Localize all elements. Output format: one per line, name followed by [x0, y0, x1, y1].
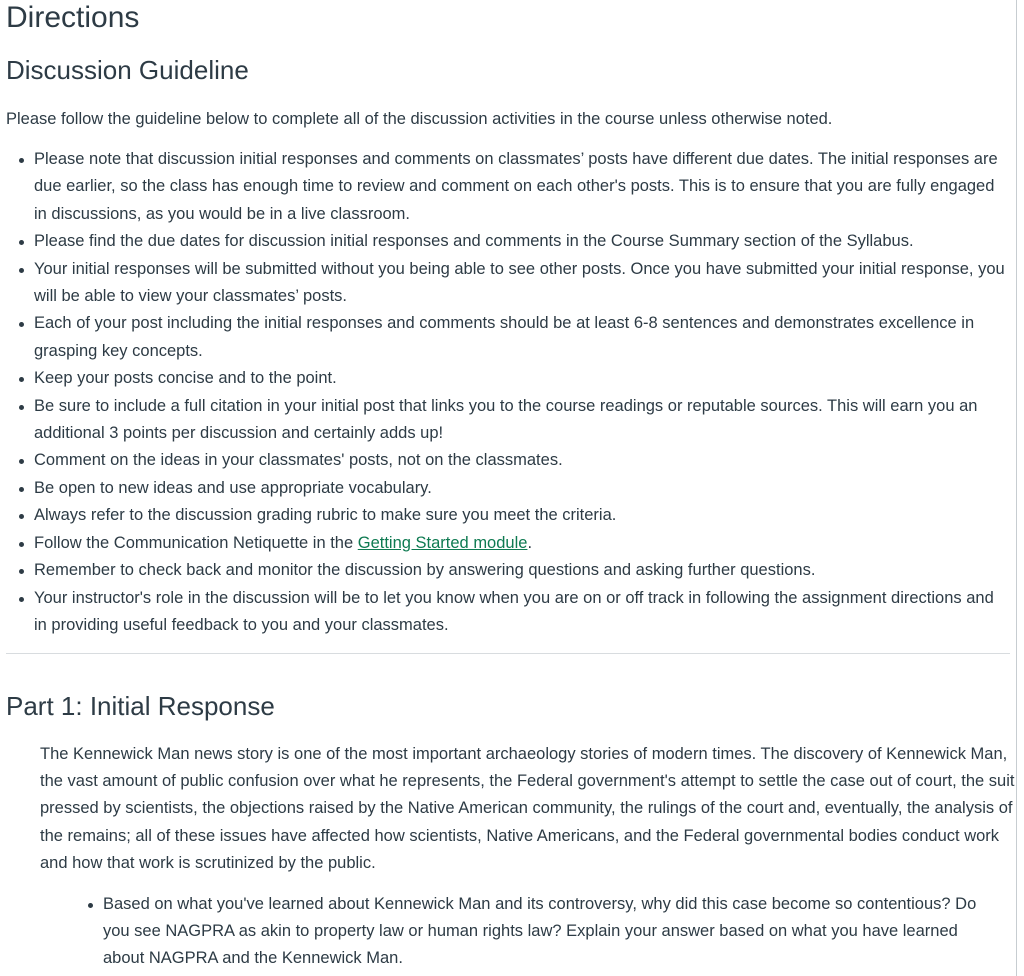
- list-item: Comment on the ideas in your classmates' posts, not on the classmates.: [34, 447, 1006, 474]
- guideline-intro: Please follow the guideline below to complete all of the discussion activities in the course unless otherwise noted.: [6, 110, 833, 128]
- part1-question-list: [40, 891, 980, 973]
- list-item: Your initial responses will be submitted without you being able to see other posts. Once you have submitted your initial response, you will be able to view your classmates’ posts.: [34, 256, 1006, 311]
- list-item: Please find the due dates for discussion initial responses and comments in the Course Summary section of the Syllabus.: [34, 228, 1006, 255]
- part1-paragraph: The Kennewick Man news story is one of the most important archaeology stories of modern times. The discovery of Kennewick Man, the vast amount of public confusion over what he represents, the Federal government's attempt to settle the case out of court, the suit pressed by scientists, the objections raised by the Native American community, the rulings of the court and, eventually, the analysis of the remains; all of these issues have affected how scientists, Native Americans, and the Federal governmental bodies conduct work and how that work is scrutinized by the public.: [40, 745, 1015, 872]
- netiquette-suffix: .: [527, 533, 533, 552]
- netiquette-prefix: Follow the Communication Netiquette in the: [34, 533, 358, 552]
- list-item: Remember to check back and monitor the discussion by answering questions and asking further questions.: [34, 557, 1006, 584]
- part1-heading: Part 1: Initial Response: [6, 691, 275, 721]
- question-item: Based on what you've learned about Kennewick Man and its controversy, why did this case become so contentious? Do you see NAGPRA as akin to property law or human rights law? Explain your answer based on what you have learned about NAGPRA and the Kennewick Man.: [103, 891, 980, 973]
- list-item: Be open to new ideas and use appropriate vocabulary.: [34, 475, 1006, 502]
- list-item: Please note that discussion initial responses and comments on classmates’ posts have different due dates. The initial responses are due earlier, so the class has enough time to review and comment on each other's posts. This is to ensure that you are fully engaged in discussions, as you would be in a live classroom.: [34, 146, 1006, 228]
- getting-started-module-link[interactable]: Getting Started module: [357, 533, 528, 552]
- guideline-list: [6, 146, 1006, 639]
- section-divider: [6, 653, 1010, 654]
- list-item: Always refer to the discussion grading rubric to make sure you meet the criteria.: [34, 502, 1006, 529]
- list-item: Keep your posts concise and to the point.: [34, 365, 1006, 392]
- guideline-heading: Discussion Guideline: [6, 55, 249, 85]
- list-item: Be sure to include a full citation in your initial post that links you to the course readings or reputable sources. This will earn you an additional 3 points per discussion and certainly adds up!: [34, 393, 1006, 448]
- list-item: Your instructor's role in the discussion will be to let you know when you are on or off track in following the assignment directions and in providing useful feedback to you and your classmates.: [34, 585, 1006, 640]
- page-title: Directions: [6, 1, 140, 34]
- list-item-netiquette: [34, 530, 1006, 557]
- list-item: Each of your post including the initial responses and comments should be at least 6-8 sentences and demonstrates excellence in grasping key concepts.: [34, 310, 1006, 365]
